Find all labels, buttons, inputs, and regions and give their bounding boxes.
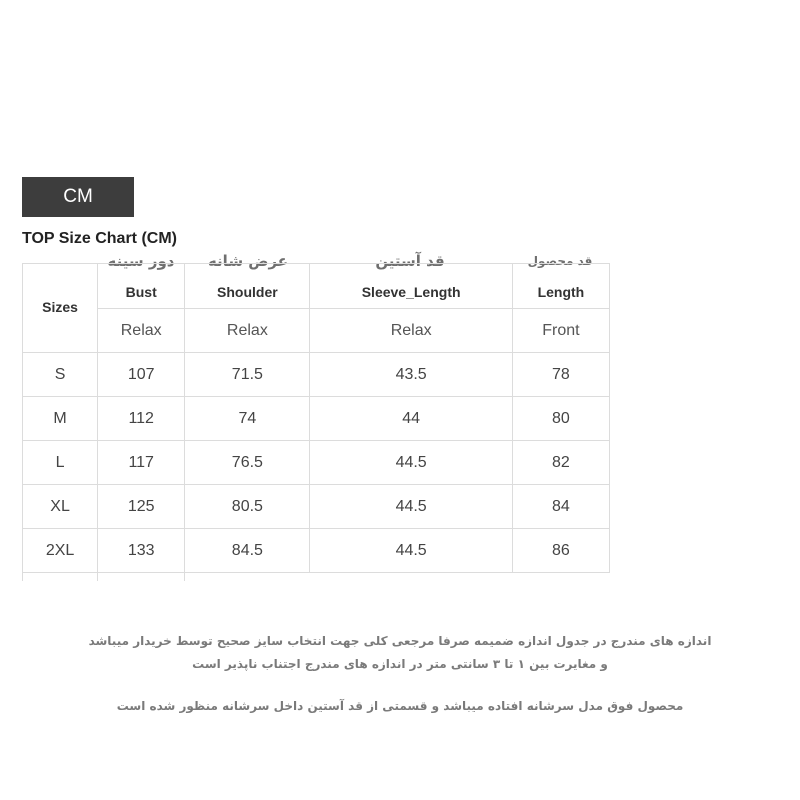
fit-row <box>23 309 610 353</box>
table-row <box>23 353 610 397</box>
bust-fit-label: Relax <box>98 309 185 353</box>
shoulder-persian-label: عرض شانه <box>207 252 289 270</box>
sleeve-length-persian-label: قد آستین <box>375 252 445 270</box>
bust-value: 117 <box>98 441 185 485</box>
bust-value: 107 <box>98 353 185 397</box>
length-value: 80 <box>512 397 609 441</box>
tail-cell <box>98 573 185 582</box>
length-value: 86 <box>512 529 609 573</box>
tail-cell <box>185 573 310 582</box>
bust-persian-label: دور سینه <box>107 252 175 270</box>
table-row <box>23 529 610 573</box>
length-value: 78 <box>512 353 609 397</box>
length-persian-label: قد محصول <box>527 254 593 268</box>
tail-cell <box>23 573 98 582</box>
shoulder-value: 71.5 <box>185 353 310 397</box>
disclaimer-note-line-2: و مغایرت بین ۱ تا ۳ سانتی متر در اندازه های مندرج اجتناب ناپذیر است <box>192 657 608 671</box>
bust-header-cell <box>98 264 185 309</box>
bust-value: 112 <box>98 397 185 441</box>
sleeve-length-value: 44 <box>310 397 512 441</box>
sleeve-length-header-label: Sleeve_Length <box>361 284 461 300</box>
shoulder-value: 80.5 <box>185 485 310 529</box>
shoulder-value: 84.5 <box>185 529 310 573</box>
length-header-cell <box>512 264 609 309</box>
shoulder-header-label: Shoulder <box>217 284 278 300</box>
length-fit-label: Front <box>512 309 609 353</box>
size-cell: L <box>23 441 98 485</box>
length-value: 82 <box>512 441 609 485</box>
bust-header-label: Bust <box>125 284 157 300</box>
table-tail-row <box>23 573 610 582</box>
sleeve-length-header-cell <box>310 264 512 309</box>
size-cell: S <box>23 353 98 397</box>
size-cell: XL <box>23 485 98 529</box>
sizes-header-label: Sizes <box>42 299 78 315</box>
unit-badge: CM <box>22 177 134 217</box>
shoulder-header-cell <box>185 264 310 309</box>
sleeve-length-value: 44.5 <box>310 441 512 485</box>
bust-value: 133 <box>98 529 185 573</box>
table-row <box>23 485 610 529</box>
table-row <box>23 441 610 485</box>
sleeve-length-value: 44.5 <box>310 529 512 573</box>
sleeve-length-value: 43.5 <box>310 353 512 397</box>
table-row <box>23 397 610 441</box>
chart-title: TOP Size Chart (CM) <box>22 230 177 247</box>
size-cell: 2XL <box>23 529 98 573</box>
size-table <box>22 263 610 581</box>
tail-cell <box>512 573 609 582</box>
shoulder-value: 74 <box>185 397 310 441</box>
header-row <box>23 264 610 309</box>
dropped-shoulder-note: محصول فوق مدل سرشانه افتاده میباشد و قسمتی از قد آستین داخل سرشانه منظور شده است <box>116 699 684 713</box>
shoulder-value: 76.5 <box>185 441 310 485</box>
sleeve-length-fit-label: Relax <box>310 309 512 353</box>
shoulder-fit-label: Relax <box>185 309 310 353</box>
sizes-header-cell <box>23 264 98 353</box>
length-value: 84 <box>512 485 609 529</box>
disclaimer-note-line-1: اندازه های مندرج در جدول اندازه ضمیمه صرفا مرجعی کلی جهت انتخاب سایز صحیح توسط خریدار میباشد <box>88 634 712 648</box>
tail-cell <box>310 573 512 582</box>
bust-value: 125 <box>98 485 185 529</box>
size-cell: M <box>23 397 98 441</box>
sleeve-length-value: 44.5 <box>310 485 512 529</box>
length-header-label: Length <box>537 284 585 300</box>
